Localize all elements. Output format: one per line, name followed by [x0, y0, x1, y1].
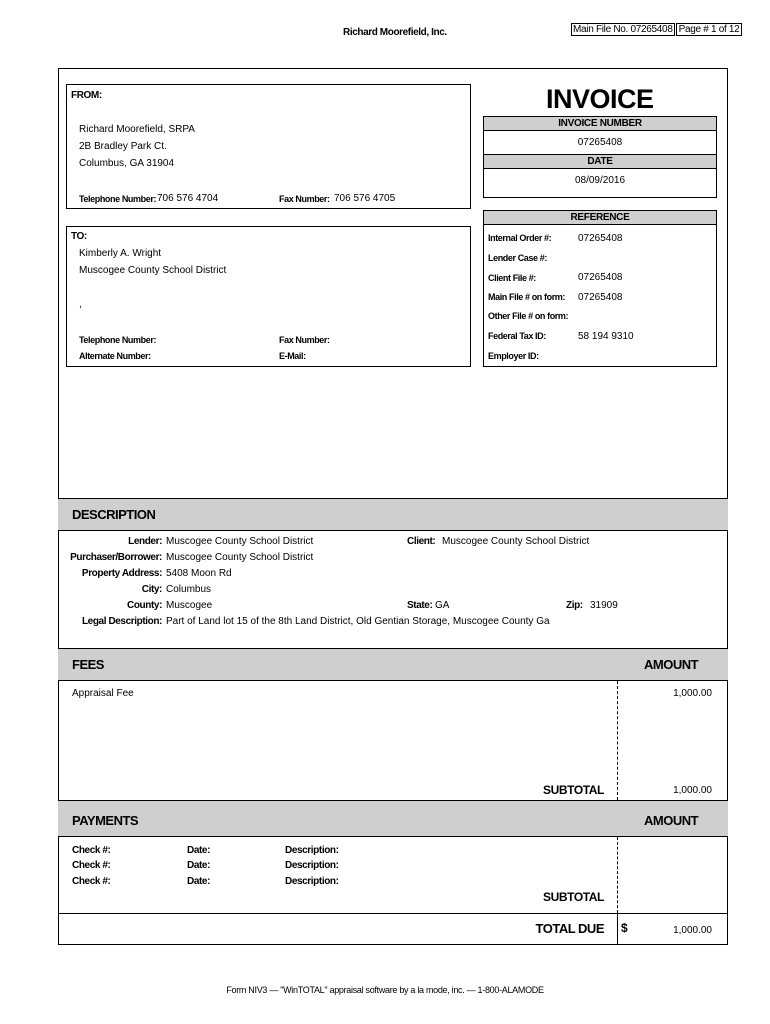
to-phone-label: Telephone Number: — [79, 335, 157, 345]
total-currency: $ — [621, 921, 628, 935]
description-title: DESCRIPTION — [72, 507, 156, 522]
to-label: TO: — [71, 231, 87, 242]
to-line3: , — [79, 299, 82, 310]
state-label: State: — [407, 600, 433, 611]
invoice-title: INVOICE — [546, 84, 654, 114]
total-top-rule — [58, 913, 728, 914]
from-name: Richard Moorefield, SRPA — [79, 124, 195, 135]
number-box-border — [483, 130, 717, 155]
to-org: Muscogee County School District — [79, 265, 227, 276]
check-label-1: Check #: — [72, 845, 111, 856]
fees-header — [58, 648, 728, 681]
page-number: Page # 1 of 12 — [676, 23, 743, 36]
description-header — [58, 498, 728, 531]
fees-title: FEES — [72, 657, 104, 672]
file-info — [571, 24, 742, 35]
check-label-3: Check #: — [72, 876, 111, 887]
property-label: Property Address: — [81, 568, 162, 579]
internal-order: 07265408 — [578, 233, 623, 244]
date-label-2: Date: — [187, 860, 211, 871]
tax-id: 58 194 9310 — [578, 331, 634, 342]
zip-label: Zip: — [566, 600, 583, 611]
tax-id-label: Federal Tax ID: — [488, 331, 546, 341]
county-label: County: — [127, 600, 162, 611]
company-header: Richard Moorefield, Inc. — [343, 27, 447, 38]
total-divider — [617, 914, 618, 945]
main-file: 07265408 — [578, 292, 623, 303]
employer-id-label: Employer ID: — [488, 351, 539, 361]
fees-amount-label: AMOUNT — [644, 657, 699, 672]
invoice-number-header: INVOICE NUMBER — [483, 116, 717, 131]
desc-label-3: Description: — [285, 876, 339, 887]
to-alt-label: Alternate Number: — [79, 351, 151, 361]
reference-header: REFERENCE — [483, 210, 717, 225]
other-file-label: Other File # on form: — [488, 311, 569, 321]
city-value: Columbus — [166, 584, 212, 595]
fees-subtotal-label: SUBTOTAL — [542, 783, 604, 797]
desc-label-2: Description: — [285, 860, 339, 871]
client-file-label: Client File #: — [488, 273, 536, 283]
client-label: Client: — [407, 536, 436, 547]
payments-title: PAYMENTS — [72, 813, 139, 828]
from-phone: 706 576 4704 — [157, 193, 219, 204]
client-value: Muscogee County School District — [442, 536, 590, 547]
fees-divider — [617, 681, 618, 800]
fee-item: Appraisal Fee — [72, 688, 134, 699]
from-address2: Columbus, GA 31904 — [79, 158, 175, 169]
county-value: Muscogee — [166, 600, 213, 611]
zip-value: 31909 — [590, 600, 618, 611]
payments-divider — [617, 837, 618, 913]
total-amount: 1,000.00 — [673, 925, 712, 936]
date-label-1: Date: — [187, 845, 211, 856]
to-email-label: E-Mail: — [279, 351, 306, 361]
payments-amount-label: AMOUNT — [644, 813, 699, 828]
to-name: Kimberly A. Wright — [79, 248, 162, 259]
purchaser-label: Purchaser/Borrower: — [70, 552, 162, 563]
lender-case-label: Lender Case #: — [488, 253, 547, 263]
date-label-3: Date: — [187, 876, 211, 887]
payments-subtotal-label: SUBTOTAL — [542, 890, 604, 904]
internal-order-label: Internal Order #: — [488, 233, 552, 243]
check-label-2: Check #: — [72, 860, 111, 871]
fees-subtotal: 1,000.00 — [673, 785, 712, 796]
invoice-date: 08/09/2016 — [574, 175, 626, 186]
from-label: FROM: — [71, 90, 102, 101]
from-phone-label: Telephone Number: — [79, 194, 157, 204]
state-value: GA — [435, 600, 450, 611]
lender-label: Lender: — [128, 536, 162, 547]
client-file: 07265408 — [578, 272, 623, 283]
main-file-number: Main File No. 07265408 — [573, 24, 673, 35]
from-fax: 706 576 4705 — [334, 193, 396, 204]
total-label: TOTAL DUE — [535, 921, 604, 936]
legal-label: Legal Description: — [81, 616, 162, 627]
desc-label-1: Description: — [285, 845, 339, 856]
from-fax-label: Fax Number: — [279, 194, 330, 204]
fee-item-amount: 1,000.00 — [673, 688, 712, 699]
from-address1: 2B Bradley Park Ct. — [79, 141, 167, 152]
legal-value: Part of Land lot 15 of the 8th Land District, Old Gentian Storage, Muscogee County Ga — [166, 616, 550, 627]
main-file-label: Main File # on form: — [488, 292, 566, 302]
date-box-border — [483, 168, 717, 198]
payments-header — [58, 800, 728, 837]
property-value: 5408 Moon Rd — [166, 568, 232, 579]
to-fax-label: Fax Number: — [279, 335, 330, 345]
date-header: DATE — [483, 154, 717, 169]
lender-value: Muscogee County School District — [166, 536, 314, 547]
invoice-number: 07265408 — [577, 137, 623, 148]
city-label: City: — [141, 584, 162, 595]
footer-text: Form NIV3 — "WinTOTAL" appraisal software by a la mode, inc. — 1-800-ALAMODE — [226, 985, 544, 995]
purchaser-value: Muscogee County School District — [166, 552, 314, 563]
